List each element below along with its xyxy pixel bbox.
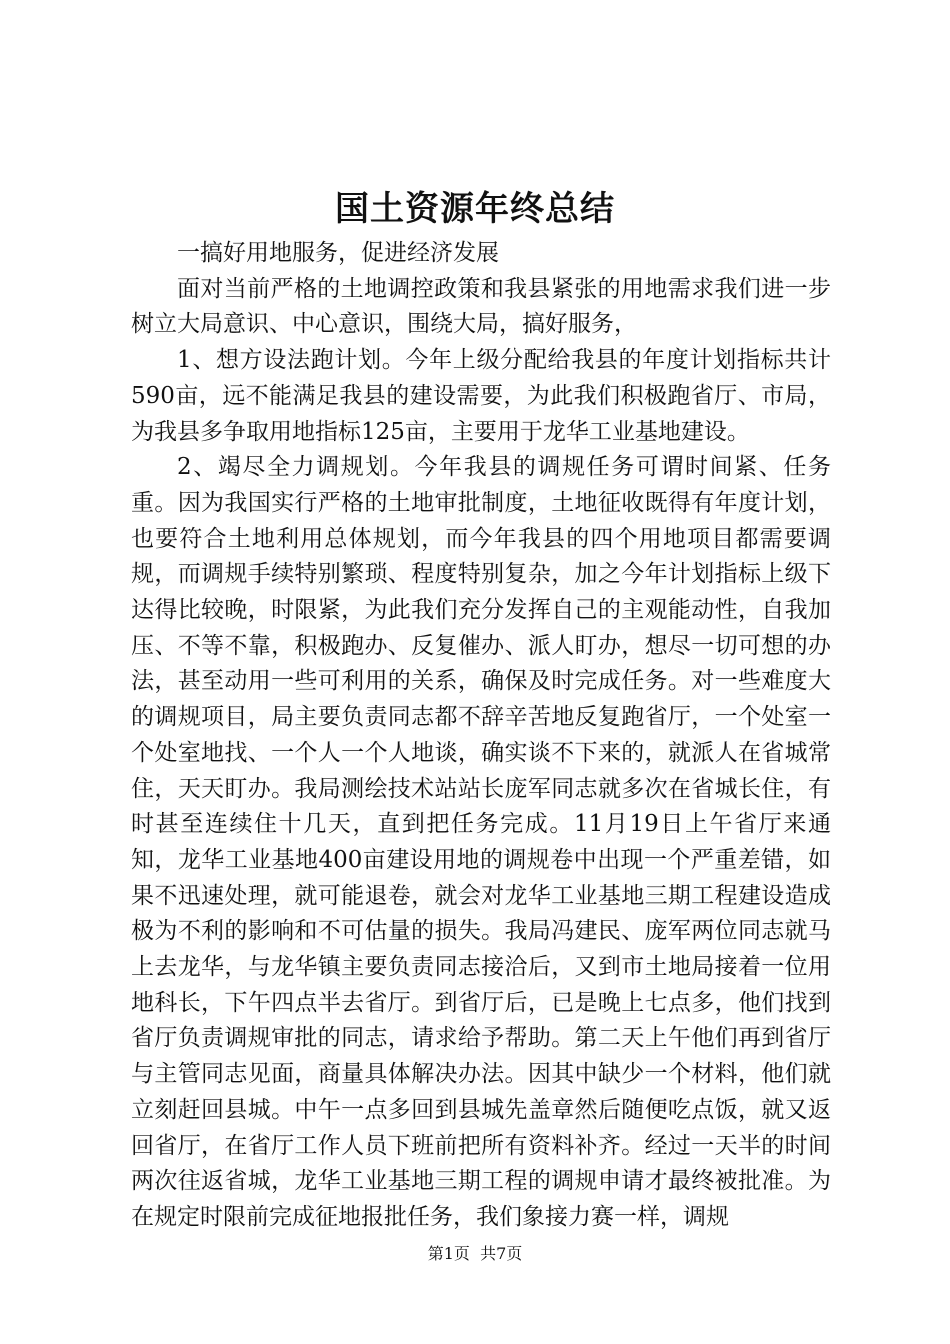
body-paragraph: 1、想方设法跑计划。今年上级分配给我县的年度计划指标共计590亩，远不能满足我县的建设需要，为此我们积极跑省厅、市局，为我县多争取用地指标125亩，主要用于龙华工业基地建设。: [131, 347, 831, 445]
document-title: 国土资源年终总结: [335, 189, 615, 229]
body-paragraph: 2、竭尽全力调规划。今年我县的调规任务可谓时间紧、任务重。因为我国实行严格的土地审批制度，土地征收既得有年度计划，也要符合土地利用总体规划，而今年我县的四个用地项目都需要调规，而调规手续特别繁琐、程度特别复杂，加之今年计划指标上级下达得比较晚，时限紧，为此我们充分发挥自己的主观能动性，自我加压、不等不靠，积极跑办、反复催办、派人盯办，想尽一切可想的办法，甚至动用一些可利用的关系，确保及时完成任务。对一些难度大的调规项目，局主要负责同志都不辞辛苦地反复跑省厅，一个处室一个处室地找、一个人一个人地谈，确实谈不下来的，就派人在省城常住，天天盯办。我局测绘技术站站长庞军同志就多次在省城长住，有时甚至连续住十几天，直到把任务完成。11月19日上午省厅来通知，龙华工业基地400亩建设用地的调规卷中出现一个严重差错，如果不迅速处理，就可能退卷，就会对龙华工业基地三期工程建设造成极为不利的影响和不可估量的损失。我局冯建民、庞军两位同志就马上去龙华，与龙华镇主要负责同志接洽后，又到市土地局接着一位用地科长，下午四点半去省厅。到省厅后，已是晚上七点多，他们找到省厅负责调规审批的同志，请求给予帮助。第二天上午他们再到省厅与主管同志见面，商量具体解决办法。因其中缺少一个材料，他们就立刻赶回县城。中午一点多回到县城先盖章然后随便吃点饭，就又返回省厅，在省厅工作人员下班前把所有资料补齐。经过一天半的时间两次往返省城，龙华工业基地三期工程的调规申请才最终被批准。为在规定时限前完成征地报批任务，我们象接力赛一样，调规: [131, 454, 831, 1230]
page-number: 第1页 共7页: [427, 1244, 523, 1263]
section-heading: 一搞好用地服务，促进经济发展: [177, 240, 499, 266]
document-body: [131, 236, 831, 1236]
page-footer: [0, 1243, 950, 1265]
body-paragraph: 面对当前严格的土地调控政策和我县紧张的用地需求我们进一步树立大局意识、中心意识，围绕大局，搞好服务，: [131, 275, 831, 338]
